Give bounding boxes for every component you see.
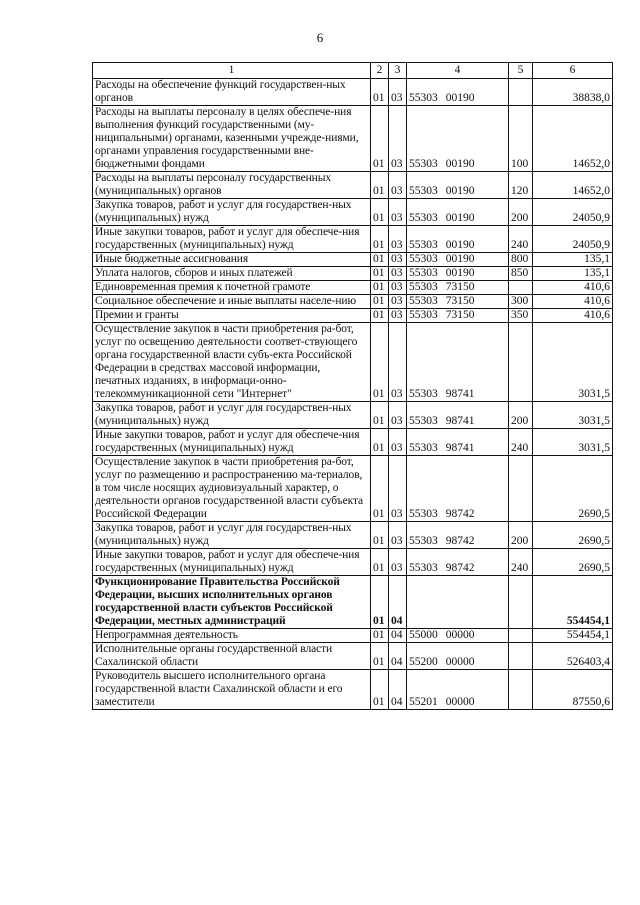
row-amount-cell: 135,1 bbox=[533, 253, 613, 267]
row-target-article-cell bbox=[407, 106, 509, 172]
row-expense-type-cell: 100 bbox=[509, 106, 533, 172]
target-article-code-part-1: 55303 bbox=[409, 281, 438, 293]
target-article-code-part-1: 55303 bbox=[409, 508, 438, 520]
row-name-cell: Расходы на выплаты персоналу государственных (муниципальных) органов bbox=[93, 172, 371, 199]
target-article-code-part-2: 00190 bbox=[445, 267, 475, 279]
row-target-article-cell bbox=[407, 79, 509, 106]
table-row bbox=[93, 226, 613, 253]
row-name-cell: Премии и гранты bbox=[93, 309, 371, 323]
row-amount-cell: 2690,5 bbox=[533, 549, 613, 576]
row-name-cell: Расходы на выплаты персоналу в целях обеспече-ния выполнения функций государственными (му-ниципальными) органами, казенными учрежде-ниями, органами управления государственными вне-бюджетными фондами bbox=[93, 106, 371, 172]
row-expense-type-cell bbox=[509, 576, 533, 629]
row-name-cell: Осуществление закупок в части приобретения ра-бот, услуг по освещению деятельности соответ-ствующего органа государственной власти субъ-екта Российской Федерации в средствах массовой информации, печатных изданиях, в информаци-онно-телекоммуникационной сети "Интернет" bbox=[93, 323, 371, 402]
row-name-cell: Закупка товаров, работ и услуг для государствен-ных (муниципальных) нужд bbox=[93, 199, 371, 226]
table-row bbox=[93, 79, 613, 106]
row-target-article-cell bbox=[407, 295, 509, 309]
row-expense-type-cell: 850 bbox=[509, 267, 533, 281]
row-amount-cell: 87550,6 bbox=[533, 670, 613, 710]
target-article-code-part-1: 55303 bbox=[409, 92, 438, 104]
table-row bbox=[93, 281, 613, 295]
row-name-cell: Социальное обеспечение и иные выплаты населе-нию bbox=[93, 295, 371, 309]
target-article-code-part-2: 00000 bbox=[445, 629, 475, 641]
table-row bbox=[93, 199, 613, 226]
row-target-article-cell bbox=[407, 226, 509, 253]
row-target-article-cell bbox=[407, 402, 509, 429]
row-target-article-cell bbox=[407, 323, 509, 402]
row-subsection-cell: 04 bbox=[389, 576, 407, 629]
header-col-6: 6 bbox=[533, 63, 613, 79]
row-section-cell: 01 bbox=[371, 549, 389, 576]
target-article-code-part-1: 55303 bbox=[409, 267, 438, 279]
row-subsection-cell: 03 bbox=[389, 522, 407, 549]
row-target-article-cell bbox=[407, 281, 509, 295]
row-expense-type-cell: 120 bbox=[509, 172, 533, 199]
row-section-cell: 01 bbox=[371, 309, 389, 323]
table-row bbox=[93, 429, 613, 456]
target-article-code-part-2: 98742 bbox=[445, 508, 475, 520]
row-amount-cell: 2690,5 bbox=[533, 522, 613, 549]
target-article-code-part-2: 98742 bbox=[445, 562, 475, 574]
target-article-code-part-1: 55303 bbox=[409, 309, 438, 321]
target-article-code-part-2: 73150 bbox=[445, 281, 475, 293]
row-expense-type-cell: 200 bbox=[509, 199, 533, 226]
row-target-article-cell bbox=[407, 629, 509, 643]
row-subsection-cell: 03 bbox=[389, 226, 407, 253]
target-article-code-part-2: 73150 bbox=[445, 309, 475, 321]
target-article-code-part-2: 73150 bbox=[445, 295, 475, 307]
row-section-cell: 01 bbox=[371, 323, 389, 402]
row-subsection-cell: 03 bbox=[389, 267, 407, 281]
row-name-cell: Руководитель высшего исполнительного органа государственной власти Сахалинской области и его заместители bbox=[93, 670, 371, 710]
row-amount-cell: 2690,5 bbox=[533, 456, 613, 522]
row-amount-cell: 554454,1 bbox=[533, 629, 613, 643]
row-subsection-cell: 03 bbox=[389, 295, 407, 309]
row-amount-cell: 3031,5 bbox=[533, 323, 613, 402]
row-amount-cell: 14652,0 bbox=[533, 106, 613, 172]
row-subsection-cell: 03 bbox=[389, 281, 407, 295]
table-row bbox=[93, 522, 613, 549]
target-article-code-part-2: 00000 bbox=[445, 656, 475, 668]
row-section-cell: 01 bbox=[371, 629, 389, 643]
row-target-article-cell bbox=[407, 549, 509, 576]
row-section-cell: 01 bbox=[371, 281, 389, 295]
row-subsection-cell: 03 bbox=[389, 402, 407, 429]
target-article-code-part-2: 00190 bbox=[445, 158, 475, 170]
table-row bbox=[93, 323, 613, 402]
row-name-cell: Иные закупки товаров, работ и услуг для обеспече-ния государственных (муниципальных) нужд bbox=[93, 429, 371, 456]
row-subsection-cell: 03 bbox=[389, 429, 407, 456]
row-subsection-cell: 03 bbox=[389, 549, 407, 576]
row-subsection-cell: 03 bbox=[389, 199, 407, 226]
row-expense-type-cell bbox=[509, 456, 533, 522]
target-article-code-part-2: 98741 bbox=[445, 442, 475, 454]
row-subsection-cell: 03 bbox=[389, 79, 407, 106]
header-col-3: 3 bbox=[389, 63, 407, 79]
row-name-cell: Уплата налогов, сборов и иных платежей bbox=[93, 267, 371, 281]
row-section-cell: 01 bbox=[371, 456, 389, 522]
row-section-cell: 01 bbox=[371, 253, 389, 267]
header-col-1: 1 bbox=[93, 63, 371, 79]
row-subsection-cell: 03 bbox=[389, 323, 407, 402]
row-target-article-cell bbox=[407, 522, 509, 549]
row-subsection-cell: 04 bbox=[389, 670, 407, 710]
target-article-code-part-2: 98741 bbox=[445, 415, 475, 427]
table-body bbox=[93, 79, 613, 710]
row-target-article-cell bbox=[407, 199, 509, 226]
target-article-code-part-1: 55303 bbox=[409, 562, 438, 574]
row-name-cell: Иные закупки товаров, работ и услуг для обеспече-ния государственных (муниципальных) нужд bbox=[93, 226, 371, 253]
row-subsection-cell: 03 bbox=[389, 106, 407, 172]
target-article-code-part-2: 98742 bbox=[445, 535, 475, 547]
table-row bbox=[93, 456, 613, 522]
row-expense-type-cell: 350 bbox=[509, 309, 533, 323]
table-row bbox=[93, 670, 613, 710]
table-row bbox=[93, 629, 613, 643]
row-target-article-cell bbox=[407, 456, 509, 522]
row-target-article-cell bbox=[407, 429, 509, 456]
row-name-cell: Функционирование Правительства Российской Федерации, высших исполнительных органов государственной власти субъектов Российской Федерации, местных администраций bbox=[93, 576, 371, 629]
target-article-code-part-1: 55201 bbox=[409, 696, 438, 708]
header-col-4: 4 bbox=[407, 63, 509, 79]
row-target-article-cell bbox=[407, 643, 509, 670]
row-amount-cell: 554454,1 bbox=[533, 576, 613, 629]
target-article-code-part-2: 00190 bbox=[445, 212, 475, 224]
row-subsection-cell: 03 bbox=[389, 456, 407, 522]
row-amount-cell: 410,6 bbox=[533, 281, 613, 295]
table-header-row bbox=[93, 63, 613, 79]
row-expense-type-cell bbox=[509, 643, 533, 670]
table-row bbox=[93, 576, 613, 629]
row-name-cell: Иные закупки товаров, работ и услуг для обеспече-ния государственных (муниципальных) нужд bbox=[93, 549, 371, 576]
row-name-cell: Иные бюджетные ассигнования bbox=[93, 253, 371, 267]
row-name-cell: Единовременная премия к почетной грамоте bbox=[93, 281, 371, 295]
row-expense-type-cell bbox=[509, 323, 533, 402]
row-expense-type-cell: 240 bbox=[509, 226, 533, 253]
target-article-code-part-2: 00190 bbox=[445, 185, 475, 197]
table-row bbox=[93, 402, 613, 429]
row-expense-type-cell bbox=[509, 670, 533, 710]
row-section-cell: 01 bbox=[371, 172, 389, 199]
table-row bbox=[93, 549, 613, 576]
row-amount-cell: 135,1 bbox=[533, 267, 613, 281]
header-col-2: 2 bbox=[371, 63, 389, 79]
row-name-cell: Закупка товаров, работ и услуг для государствен-ных (муниципальных) нужд bbox=[93, 402, 371, 429]
row-amount-cell: 3031,5 bbox=[533, 429, 613, 456]
row-name-cell: Закупка товаров, работ и услуг для государствен-ных (муниципальных) нужд bbox=[93, 522, 371, 549]
table-row bbox=[93, 295, 613, 309]
row-section-cell: 01 bbox=[371, 402, 389, 429]
row-section-cell: 01 bbox=[371, 522, 389, 549]
row-target-article-cell bbox=[407, 670, 509, 710]
row-section-cell: 01 bbox=[371, 576, 389, 629]
row-target-article-cell bbox=[407, 309, 509, 323]
row-name-cell: Исполнительные органы государственной власти Сахалинской области bbox=[93, 643, 371, 670]
row-expense-type-cell: 240 bbox=[509, 429, 533, 456]
row-expense-type-cell bbox=[509, 629, 533, 643]
row-expense-type-cell: 300 bbox=[509, 295, 533, 309]
target-article-code-part-1: 55303 bbox=[409, 253, 438, 265]
target-article-code-part-2: 00190 bbox=[445, 253, 475, 265]
row-section-cell: 01 bbox=[371, 199, 389, 226]
row-amount-cell: 410,6 bbox=[533, 295, 613, 309]
budget-table bbox=[92, 62, 613, 710]
target-article-code-part-1: 55303 bbox=[409, 442, 438, 454]
target-article-code-part-2: 00190 bbox=[445, 92, 475, 104]
target-article-code-part-1: 55303 bbox=[409, 158, 438, 170]
target-article-code-part-2: 00000 bbox=[445, 696, 475, 708]
target-article-code-part-2: 00190 bbox=[445, 239, 475, 251]
row-section-cell: 01 bbox=[371, 106, 389, 172]
row-section-cell: 01 bbox=[371, 226, 389, 253]
row-amount-cell: 38838,0 bbox=[533, 79, 613, 106]
table-row bbox=[93, 172, 613, 199]
row-subsection-cell: 04 bbox=[389, 643, 407, 670]
row-subsection-cell: 04 bbox=[389, 629, 407, 643]
row-amount-cell: 24050,9 bbox=[533, 199, 613, 226]
target-article-code-part-1: 55303 bbox=[409, 388, 438, 400]
row-subsection-cell: 03 bbox=[389, 253, 407, 267]
row-section-cell: 01 bbox=[371, 267, 389, 281]
row-target-article-cell bbox=[407, 576, 509, 629]
row-section-cell: 01 bbox=[371, 79, 389, 106]
table-row bbox=[93, 253, 613, 267]
header-col-5: 5 bbox=[509, 63, 533, 79]
row-section-cell: 01 bbox=[371, 643, 389, 670]
row-expense-type-cell bbox=[509, 79, 533, 106]
row-target-article-cell bbox=[407, 267, 509, 281]
target-article-code-part-1: 55000 bbox=[409, 629, 438, 641]
target-article-code-part-1: 55303 bbox=[409, 295, 438, 307]
row-target-article-cell bbox=[407, 172, 509, 199]
row-amount-cell: 24050,9 bbox=[533, 226, 613, 253]
target-article-code-part-2: 98741 bbox=[445, 388, 475, 400]
row-expense-type-cell: 800 bbox=[509, 253, 533, 267]
row-target-article-cell bbox=[407, 253, 509, 267]
row-name-cell: Непрограммная деятельность bbox=[93, 629, 371, 643]
target-article-code-part-1: 55200 bbox=[409, 656, 438, 668]
table-row bbox=[93, 643, 613, 670]
row-name-cell: Расходы на обеспечение функций государствен-ных органов bbox=[93, 79, 371, 106]
table-row bbox=[93, 309, 613, 323]
row-amount-cell: 410,6 bbox=[533, 309, 613, 323]
target-article-code-part-1: 55303 bbox=[409, 239, 438, 251]
row-expense-type-cell bbox=[509, 281, 533, 295]
target-article-code-part-1: 55303 bbox=[409, 212, 438, 224]
row-amount-cell: 526403,4 bbox=[533, 643, 613, 670]
row-subsection-cell: 03 bbox=[389, 172, 407, 199]
table-row bbox=[93, 267, 613, 281]
row-section-cell: 01 bbox=[371, 429, 389, 456]
row-expense-type-cell: 200 bbox=[509, 522, 533, 549]
row-amount-cell: 14652,0 bbox=[533, 172, 613, 199]
row-expense-type-cell: 240 bbox=[509, 549, 533, 576]
target-article-code-part-1: 55303 bbox=[409, 535, 438, 547]
target-article-code-part-1: 55303 bbox=[409, 185, 438, 197]
row-name-cell: Осуществление закупок в части приобретения ра-бот, услуг по размещению и распространению ма-териалов, в том числе носящих аудиовизуальный характер, о деятельности органов государственной власти субъекта Российской Федерации bbox=[93, 456, 371, 522]
page-number: 6 bbox=[316, 30, 324, 45]
row-section-cell: 01 bbox=[371, 670, 389, 710]
row-subsection-cell: 03 bbox=[389, 309, 407, 323]
row-section-cell: 01 bbox=[371, 295, 389, 309]
table-row bbox=[93, 106, 613, 172]
row-expense-type-cell: 200 bbox=[509, 402, 533, 429]
row-amount-cell: 3031,5 bbox=[533, 402, 613, 429]
target-article-code-part-1: 55303 bbox=[409, 415, 438, 427]
